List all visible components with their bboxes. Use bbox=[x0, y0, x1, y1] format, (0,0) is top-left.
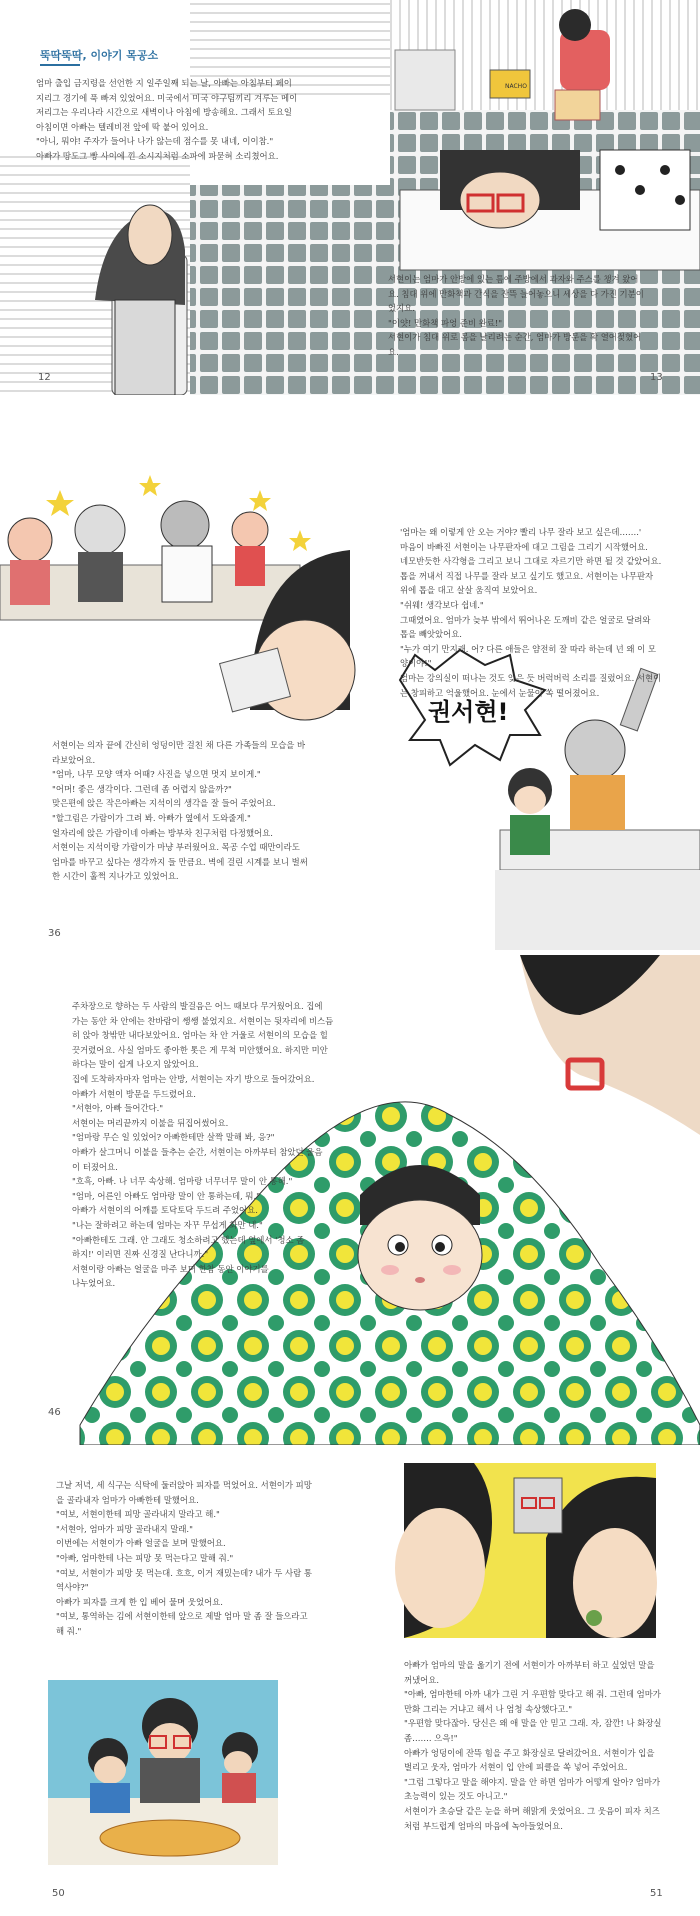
text-line: 이 터졌어요. bbox=[72, 1161, 118, 1172]
text-line: 요. 침대 위에 만화책과 간식을 잔뜩 늘어놓으니 세상을 다 가진 기분이 bbox=[388, 288, 644, 299]
text-line: "아빠, 엄마한테 나는 피망 못 먹는다고 말해 줘." bbox=[56, 1552, 234, 1563]
text-line: 꺼냈어요. bbox=[404, 1674, 440, 1685]
text-line: "서현아, 엄마가 피망 골라내지 말래." bbox=[56, 1523, 193, 1534]
text-line: 양이야!" bbox=[400, 658, 432, 669]
text-line: 나누었어요. bbox=[72, 1278, 116, 1289]
text-line: 엄마는 강의실이 떠나는 것도 잊은 듯 버럭버럭 소리를 질렀어요. 서현이 bbox=[400, 672, 662, 683]
spread-pages-50-51 bbox=[0, 1458, 700, 1916]
text-line: 처럼 부드럽게 엄마의 마음에 녹아들었어요. bbox=[404, 1820, 563, 1831]
spread-pages-46-47 bbox=[0, 955, 700, 1445]
text-line: 벌리고 웃자, 엄마가 서현이 입 안에 피클을 쏙 넣어 주었어요. bbox=[404, 1762, 628, 1773]
text-line: 엄마를 바꾸고 싶다는 생각까지 들 만큼요. 벽에 걸린 시계를 보니 벌써 bbox=[52, 856, 308, 867]
page36-text bbox=[52, 738, 352, 884]
text-line: 역사야?" bbox=[56, 1582, 89, 1593]
text-line: 초능력이 있는 것도 아니고." bbox=[404, 1791, 508, 1802]
text-line: "엄마랑 무슨 일 있었어? 아빠한테만 살짝 말해 봐, 응?" bbox=[72, 1132, 275, 1143]
page51-text bbox=[404, 1658, 696, 1833]
text-line: 아빠가 피자를 크게 한 입 베어 물며 웃었어요. bbox=[56, 1596, 223, 1607]
text-line: "흐흑, 아빠. 나 너무 속상해. 엄마랑 너무너무 말이 안 통해." bbox=[72, 1176, 293, 1187]
text-line: 그때였어요. 엄마가 늦부 밖에서 뛰어나온 도깨비 같은 얼굴로 달려와 bbox=[400, 614, 651, 625]
text-line: "여보, 서현이한테 피망 골라내지 말라고 해." bbox=[56, 1509, 220, 1520]
text-line: 아빠가 엄마의 말을 옮기기 전에 서현이가 아까부터 하고 싶었던 말을 bbox=[404, 1660, 655, 1670]
text-line: "서현아, 아빠 들어간다." bbox=[72, 1103, 164, 1114]
text-line: 아빠가 서현이의 어깨를 토닥토닥 두드려 주었어요. bbox=[72, 1205, 258, 1216]
text-line: 아빠가 엉덩이에 잔뜩 힘을 주고 화장실로 달려갔어요. 서현이가 입을 bbox=[404, 1747, 655, 1758]
text-line: 끗거렸어요. 사실 엄마도 좋아한 톳은 게 무척 미안했어요. 하지만 미안 bbox=[72, 1044, 328, 1055]
text-line: 지리그 경기에 푹 빠져 있었어요. 미국에서 미국 야구팀끼리 겨루는 메이 bbox=[36, 92, 298, 103]
text-line: 톱을 빼앗았어요. bbox=[400, 629, 462, 640]
spread-pages-36-37 bbox=[0, 470, 700, 960]
page50-text bbox=[56, 1478, 356, 1639]
page-number: 12 bbox=[38, 372, 51, 383]
shout-text: 권서현! bbox=[428, 698, 509, 726]
text-line: 서현이는 의자 끝에 간신히 엉덩이만 걸친 채 다른 가족들의 모습을 바 bbox=[52, 740, 306, 750]
text-line: 아빠가 살그머니 이불을 들추는 순간, 서현이는 아까부터 참았던 울음 bbox=[72, 1146, 323, 1157]
text-line: 위에 톱을 대고 살살 움직여 보았어요. bbox=[400, 585, 538, 596]
text-line: 그날 저녁, 세 식구는 식탁에 둘러앉아 피자를 먹었어요. 서현이가 피망 bbox=[56, 1480, 312, 1490]
page-number: 46 bbox=[48, 1407, 61, 1418]
page46-text bbox=[72, 999, 382, 1291]
text-line: 집에 도착하자마자 엄마는 안방, 서현이는 자기 방으로 들어갔어요. bbox=[72, 1073, 315, 1084]
text-line: "할그림은 가람이가 그려 봐. 아빠가 옆에서 도와줄게." bbox=[52, 812, 251, 823]
text-line: 저리그는 우리나라 시간으로 새벽이나 아침에 방송해요. 그래서 토요일 bbox=[36, 107, 292, 118]
text-line: 서현이는 머리끝까지 이불을 뒤집어썼어요. bbox=[72, 1117, 229, 1128]
text-line: 아빠가 서현이 방문을 두드렸어요. bbox=[72, 1088, 196, 1099]
text-line: 아침이면 아빠는 텔레비전 앞에 딱 붙어 있어요. bbox=[36, 121, 209, 132]
text-line: '엄마는 왜 이렇게 안 오는 거야? 빨리 나무 잘라 보고 싶은데…….' bbox=[400, 527, 642, 537]
text-line: 네모반듯한 사각형을 그리고 보니 그대로 자르기만 하면 될 것 같았어요. bbox=[400, 556, 662, 567]
text-line: 톱을 꺼내서 직접 나무를 잘라 보고 싶기도 했고요. 서현이는 나무판자 bbox=[400, 570, 654, 581]
text-line: 히 앉아 창밖만 내다보았어요. 엄마는 차 안 거울로 서현이의 모습을 힐 bbox=[72, 1030, 328, 1041]
text-line: 는 창피하고 억울했어요. 눈에서 눈물이 쏙 떨어졌어요. bbox=[400, 687, 600, 698]
text-line: "엄마, 나무 모양 액자 어때? 사진을 넣으면 멋지 보이게." bbox=[52, 769, 261, 780]
text-line: 아빠가 땅도그 빵 사이에 낀 소시지처럼 소파에 파묻혀 소리쳤어요. bbox=[36, 150, 279, 161]
text-line: "어머! 좋은 생각이다. 그런데 좀 어렵지 않을까?" bbox=[52, 783, 232, 794]
text-line: "여보, 서현이가 피망 못 먹는대. 흐흐, 이거 재밌는데? 내가 두 사람 통 bbox=[56, 1567, 312, 1578]
page13-text bbox=[388, 272, 688, 360]
page-number: 13 bbox=[650, 372, 663, 383]
page-number: 36 bbox=[48, 928, 61, 939]
text-line: 하지!' 이러면 진짜 신경질 난다니까." bbox=[72, 1249, 209, 1260]
text-line: "여보, 통역하는 김에 서현이한테 앞으로 제발 엄마 말 좀 잘 들으라고 bbox=[56, 1611, 308, 1622]
text-line: 맞은편에 앉은 작은아빠는 지석이의 생각을 잘 들어 주었어요. bbox=[52, 798, 276, 809]
pizza-dinner bbox=[48, 1680, 278, 1865]
text-line: "쉬웨! 생각보다 쉽네." bbox=[400, 599, 484, 610]
text-line: "이얏! 만화책 파엉 준비 완료!" bbox=[388, 317, 503, 328]
text-line: 서현이가 초승달 같은 눈을 하며 해맑게 웃었어요. 그 웃음이 피자 치즈 bbox=[404, 1805, 660, 1816]
text-line: 이번에는 서현이가 아빠 얼굴을 보며 말했어요. bbox=[56, 1538, 226, 1549]
text-line: "누가 여기 만지래. 어? 다른 애들은 얌전히 잘 따라 하는데 넌 왜 이 모 bbox=[400, 643, 656, 654]
text-line: "그럼 그렇다고 말을 해야지. 말을 안 하면 엄마가 어떻게 알아? 엄마가 bbox=[404, 1776, 661, 1787]
text-line: 만화 그리는 거냐고 해서 나 엄청 속상했다고." bbox=[404, 1703, 573, 1714]
chapter-title: 뚝딱뚝딱, 이야기 목공소 bbox=[40, 49, 159, 62]
text-line: "아빠, 엄마한테 아까 내가 그린 거 우편함 맞다고 해 줘. 그런데 엄마가 bbox=[404, 1689, 661, 1700]
text-line: 서현이가 침대 위로 몸을 날리려는 순간, 엄마가 방문을 확 열어젖혔어 bbox=[388, 332, 642, 343]
title-underline bbox=[40, 64, 80, 66]
text-line: 주차장으로 향하는 두 사람의 발걸음은 어느 때보다 무거웠어요. 집에 bbox=[72, 1001, 323, 1011]
text-line: "아니, 뭐야! 주자가 들어나 나가 않는데 점수를 못 내네, 이이참." bbox=[36, 136, 274, 147]
text-line: 좀……. 으윽!" bbox=[404, 1732, 458, 1743]
page-number: 51 bbox=[650, 1888, 663, 1899]
text-line: 가는 동안 차 안에는 찬바람이 쌩쌩 불었지요. 서현이는 뒷자리에 비스듬 bbox=[72, 1015, 334, 1026]
mom-daughter-closeup bbox=[395, 1463, 657, 1638]
text-line: 해 줘." bbox=[56, 1625, 82, 1636]
text-line: 엄마 출입 금지령을 선언한 지 일주일째 되는 날, 아빠는 아침부터 페이 bbox=[36, 78, 292, 88]
spread-pages-12-13 bbox=[0, 0, 700, 395]
text-line: 라보았어요. bbox=[52, 754, 96, 765]
page12-text bbox=[36, 76, 336, 164]
text-line: 서현이는 지석이랑 가람이가 마냥 부러웠어요. 목공 수업 때만이라도 bbox=[52, 842, 300, 853]
text-line: "아빠한테도 그래. 안 그래도 청소하려고 했는데 옆에서 '청소 좀 bbox=[72, 1234, 305, 1245]
text-line: 었지요. bbox=[388, 303, 415, 314]
snack-box-label: NACHO bbox=[505, 83, 527, 90]
text-line: 서현이는 엄마가 안방에 있는 틈에 주방에서 과자와 주스를 챙겨 왔어 bbox=[388, 274, 639, 284]
page-number: 50 bbox=[52, 1888, 65, 1899]
text-line: 서현이랑 아빠는 얼굴을 마주 보며 한참 동안 이야기를 bbox=[72, 1263, 269, 1274]
text-line: 을 골라내자 엄마가 아빠한테 말했어요. bbox=[56, 1494, 199, 1505]
text-line: 요. bbox=[388, 346, 399, 357]
bed-dad bbox=[400, 150, 700, 270]
text-line: "우편함 맞다잖아. 당신은 왜 애 말을 안 믿고 그래. 자, 잠깐! 나 화장실 bbox=[404, 1718, 662, 1729]
text-line: 한 시간이 훌쩍 지나가고 있었어요. bbox=[52, 871, 179, 882]
text-line: 하다는 말이 쉽게 나오지 않았어요. bbox=[72, 1059, 199, 1070]
text-line: "나는 잘하려고 하는데 엄마는 자꾸 무섭게 화만 내." bbox=[72, 1219, 263, 1230]
page37-text bbox=[400, 525, 700, 700]
text-line: "엄마, 어른인 아빠도 엄마랑 말이 안 통하는데, 뭐." bbox=[72, 1190, 261, 1201]
text-line: 얼자리에 앉은 가람이네 아빠는 방부차 친구처럼 다정했어요. bbox=[52, 827, 273, 838]
text-line: 마음이 바빠진 서현이는 나무판자에 대고 그림을 그리기 시작했어요. bbox=[400, 541, 648, 552]
